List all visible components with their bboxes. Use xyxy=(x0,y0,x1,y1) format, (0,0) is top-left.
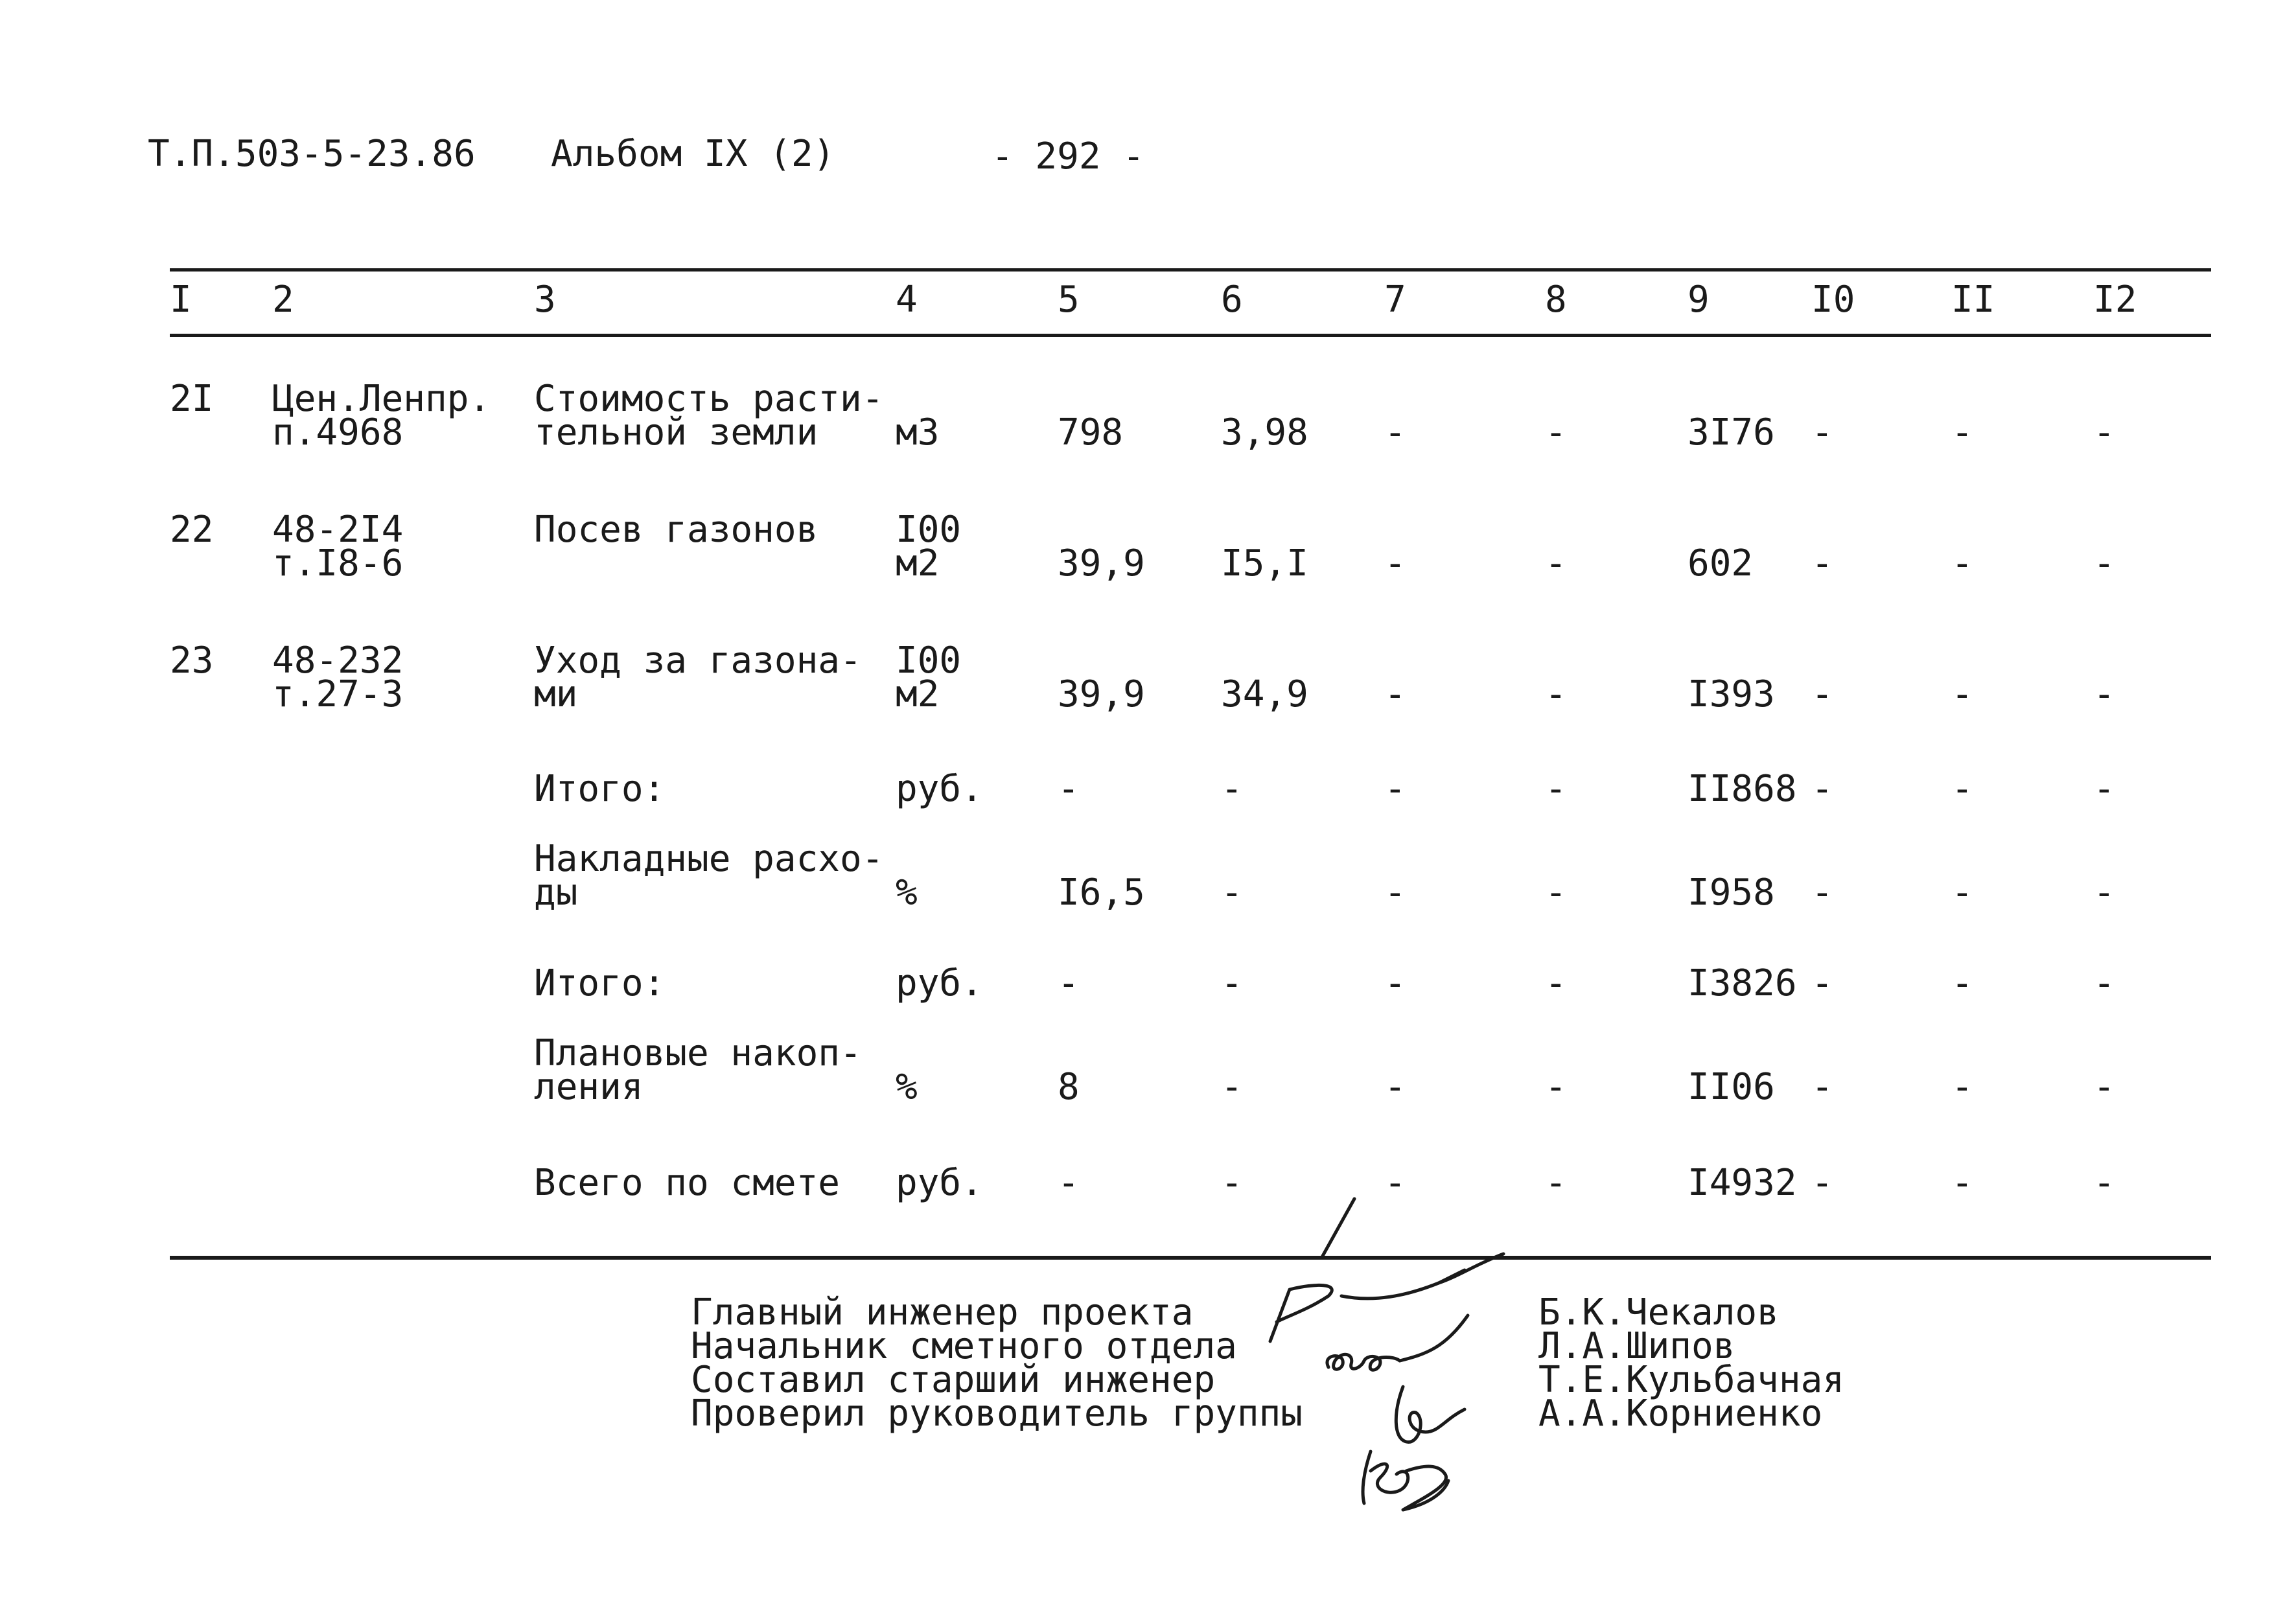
unit-cell: руб. xyxy=(896,962,983,1004)
total-cost-cell: 3I76 xyxy=(1687,411,1775,454)
unit-cell: руб. xyxy=(896,1162,983,1204)
col-7-cell: - xyxy=(1384,542,1406,584)
signatory-position: Составил старший инженер xyxy=(691,1359,1216,1401)
work-name-cell: Всего по смете xyxy=(534,1162,841,1204)
album-label: Альбом IX (2) xyxy=(551,133,835,175)
col-7-cell: - xyxy=(1384,1162,1406,1204)
col-8-cell: - xyxy=(1545,768,1567,810)
col-12-cell: - xyxy=(2093,411,2115,454)
col-8-cell: - xyxy=(1545,542,1567,584)
col-7-cell: - xyxy=(1384,872,1406,914)
column-header-9: 9 xyxy=(1687,279,1710,321)
col-11-cell: - xyxy=(1951,411,1973,454)
unit-cost-cell: - xyxy=(1221,1162,1243,1204)
col-11-cell: - xyxy=(1951,768,1973,810)
unit-cost-cell: I5,I xyxy=(1221,542,1308,584)
signatory-position: Начальник сметного отдела xyxy=(691,1325,1237,1367)
col-12-cell: - xyxy=(2093,962,2115,1004)
document-code: Т.П.503-5-23.86 xyxy=(148,133,476,175)
col-11-cell: - xyxy=(1951,872,1973,914)
col-11-cell: - xyxy=(1951,673,1973,715)
col-8-cell: - xyxy=(1545,673,1567,715)
column-header-7: 7 xyxy=(1384,279,1406,321)
work-name-cell: Накладные расхо- xyxy=(534,838,884,880)
rate-code-cell: 48-232 xyxy=(272,640,404,682)
col-12-cell: - xyxy=(2093,1162,2115,1204)
col-8-cell: - xyxy=(1545,1162,1567,1204)
col-12-cell: - xyxy=(2093,673,2115,715)
unit-cell: I00 xyxy=(896,640,962,682)
total-cost-cell: II868 xyxy=(1687,768,1797,810)
col-7-cell: - xyxy=(1384,1066,1406,1108)
rate-code-cell: п.4968 xyxy=(272,411,404,454)
unit-cell: м3 xyxy=(896,411,940,454)
unit-cell: I00 xyxy=(896,509,962,551)
quantity-cell: - xyxy=(1058,962,1080,1004)
rate-code-cell: т.I8-6 xyxy=(272,542,404,584)
quantity-cell: - xyxy=(1058,1162,1080,1204)
unit-cost-cell: 34,9 xyxy=(1221,673,1308,715)
signatory-name: Т.Е.Кульбачная xyxy=(1538,1359,1845,1401)
unit-cell: м2 xyxy=(896,673,940,715)
unit-cell: руб. xyxy=(896,768,983,810)
col-7-cell: - xyxy=(1384,411,1406,454)
column-header-2: 2 xyxy=(272,279,294,321)
col-8-cell: - xyxy=(1545,1066,1567,1108)
signatory-name: Л.А.Шипов xyxy=(1538,1325,1735,1367)
quantity-cell: 8 xyxy=(1058,1066,1080,1108)
total-cost-cell: I958 xyxy=(1687,872,1775,914)
col-12-cell: - xyxy=(2093,768,2115,810)
page-number: - 292 - xyxy=(991,135,1145,178)
signatory-name: А.А.Корниенко xyxy=(1538,1393,1823,1435)
column-header-11: II xyxy=(1951,279,1995,321)
column-header-4: 4 xyxy=(896,279,918,321)
unit-cost-cell: 3,98 xyxy=(1221,411,1308,454)
unit-cost-cell: - xyxy=(1221,768,1243,810)
table-top-rule xyxy=(170,268,2211,272)
column-header-1: I xyxy=(170,279,192,321)
column-header-3: 3 xyxy=(534,279,556,321)
col-7-cell: - xyxy=(1384,768,1406,810)
quantity-cell: 798 xyxy=(1058,411,1124,454)
work-name-cell: Посев газонов xyxy=(534,509,818,551)
unit-cell: м2 xyxy=(896,542,940,584)
table-bottom-rule xyxy=(170,1256,2211,1260)
total-cost-cell: 602 xyxy=(1687,542,1754,584)
col-7-cell: - xyxy=(1384,962,1406,1004)
col-11-cell: - xyxy=(1951,1066,1973,1108)
quantity-cell: - xyxy=(1058,768,1080,810)
total-cost-cell: I393 xyxy=(1687,673,1775,715)
work-name-cell: Итого: xyxy=(534,768,666,810)
total-cost-cell: I3826 xyxy=(1687,962,1797,1004)
column-header-12: I2 xyxy=(2093,279,2137,321)
work-name-cell: Плановые накоп- xyxy=(534,1032,862,1074)
work-name-cell: ления xyxy=(534,1066,644,1108)
rate-code-cell: Цен.Ленпр. xyxy=(272,378,491,420)
unit-cost-cell: - xyxy=(1221,962,1243,1004)
column-header-10: I0 xyxy=(1811,279,1855,321)
col-10-cell: - xyxy=(1811,673,1833,715)
col-11-cell: - xyxy=(1951,1162,1973,1204)
signatory-position: Проверил руководитель группы xyxy=(691,1393,1303,1435)
col-12-cell: - xyxy=(2093,872,2115,914)
col-11-cell: - xyxy=(1951,962,1973,1004)
work-name-cell: Итого: xyxy=(534,962,666,1004)
col-8-cell: - xyxy=(1545,962,1567,1004)
col-10-cell: - xyxy=(1811,872,1833,914)
col-10-cell: - xyxy=(1811,1066,1833,1108)
col-10-cell: - xyxy=(1811,411,1833,454)
column-header-5: 5 xyxy=(1058,279,1080,321)
unit-cost-cell: - xyxy=(1221,872,1243,914)
unit-cell: % xyxy=(896,872,918,914)
work-name-cell: ды xyxy=(534,872,578,914)
work-name-cell: тельной земли xyxy=(534,411,818,454)
work-name-cell: Стоимость расти- xyxy=(534,378,884,420)
row-number-cell: 22 xyxy=(170,509,214,551)
col-10-cell: - xyxy=(1811,1162,1833,1204)
col-11-cell: - xyxy=(1951,542,1973,584)
work-name-cell: Уход за газона- xyxy=(534,640,862,682)
col-8-cell: - xyxy=(1545,411,1567,454)
unit-cell: % xyxy=(896,1066,918,1108)
handwritten-signatures-icon xyxy=(1231,1186,1568,1523)
unit-cost-cell: - xyxy=(1221,1066,1243,1108)
quantity-cell: 39,9 xyxy=(1058,673,1145,715)
col-10-cell: - xyxy=(1811,962,1833,1004)
rate-code-cell: 48-2I4 xyxy=(272,509,404,551)
quantity-cell: I6,5 xyxy=(1058,872,1145,914)
signatory-name: Б.К.Чекалов xyxy=(1538,1291,1779,1334)
column-header-8: 8 xyxy=(1545,279,1567,321)
col-10-cell: - xyxy=(1811,768,1833,810)
total-cost-cell: I4932 xyxy=(1687,1162,1797,1204)
work-name-cell: ми xyxy=(534,673,578,715)
table-header-rule xyxy=(170,334,2211,337)
total-cost-cell: II06 xyxy=(1687,1066,1775,1108)
col-7-cell: - xyxy=(1384,673,1406,715)
col-12-cell: - xyxy=(2093,1066,2115,1108)
col-10-cell: - xyxy=(1811,542,1833,584)
col-8-cell: - xyxy=(1545,872,1567,914)
quantity-cell: 39,9 xyxy=(1058,542,1145,584)
row-number-cell: 2I xyxy=(170,378,214,420)
rate-code-cell: т.27-3 xyxy=(272,673,404,715)
col-12-cell: - xyxy=(2093,542,2115,584)
column-header-6: 6 xyxy=(1221,279,1243,321)
row-number-cell: 23 xyxy=(170,640,214,682)
signatory-position: Главный инженер проекта xyxy=(691,1291,1194,1334)
